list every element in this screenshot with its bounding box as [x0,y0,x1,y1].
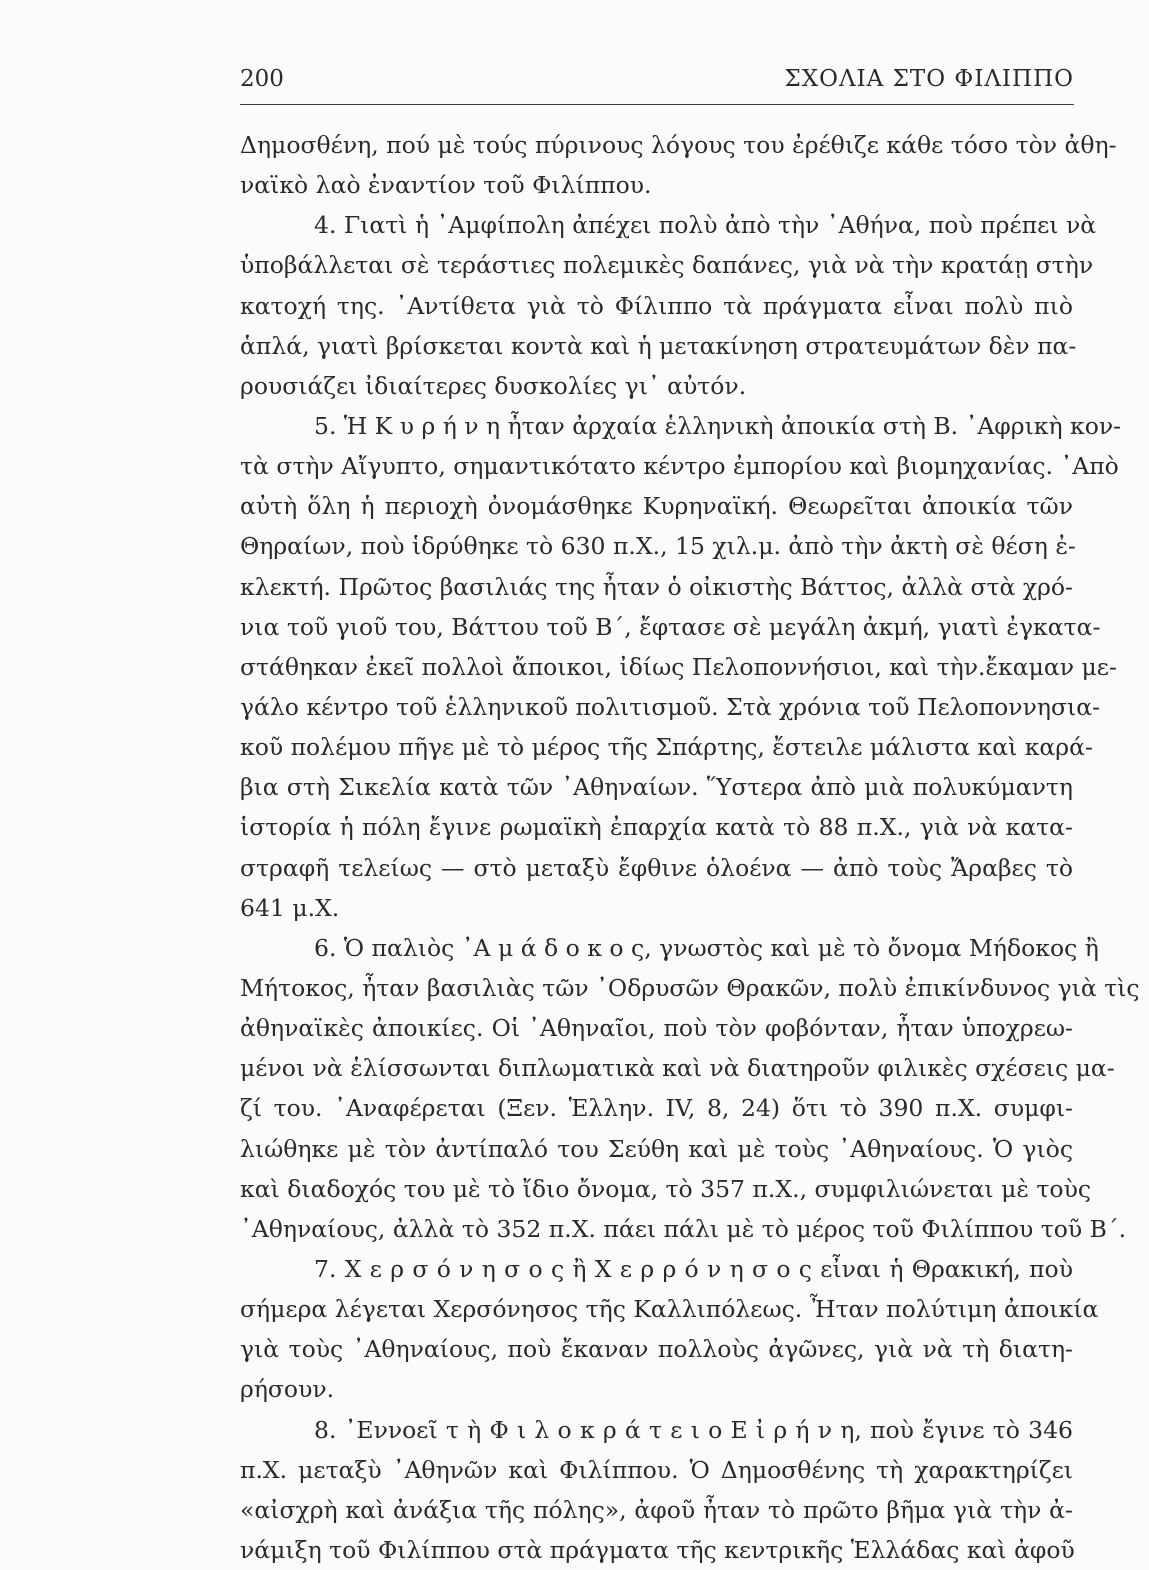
text-line: μένοι νὰ ἑλίσσωνται διπλωματικὰ καὶ νὰ διατηροῦν φιλικὲς σχέσεις μα- [240,1054,1115,1083]
text-line: γιὰ τοὺς ᾿Αθηναίους, ποὺ ἔκαναν πολλοὺς ἀγῶνες, γιὰ νὰ τὴ διατη- [240,1335,1073,1364]
text-line: κοῦ πολέμου πῆγε μὲ τὸ μέρος τῆς Σπάρτης, ἔστειλε μάλιστα καὶ καρά- [240,733,1093,762]
text-line: ἱστορία ἡ πόλη ἔγινε ρωμαϊκὴ ἐπαρχία κατὰ τὸ 88 π.Χ., γιὰ νὰ κατα- [240,813,1073,842]
text-line: νάμιξη τοῦ Φιλίππου στὰ πράγματα τῆς κεντρικῆς Ἑλλάδας καὶ ἀφοῦ [240,1535,1075,1564]
text-line: «αἰσχρὴ καὶ ἀνάξια τῆς πόλης», ἀφοῦ ἦταν τὸ πρῶτο βῆμα γιὰ τὴν ἀ- [240,1495,1073,1524]
text-line: ναϊκὸ λαὸ ἐναντίον τοῦ Φιλίππου. [240,171,652,200]
text-line: τὰ στὴν Αἴγυπτο, σημαντικότατο κέντρο ἐμπορίου καὶ βιομηχανίας. ᾿Απὸ [240,452,1119,481]
text-line: ρουσιάζει ἰδιαίτερες δυσκολίες γι᾿ αὐτόν. [240,371,747,400]
text-line: λιώθηκε μὲ τὸν ἀντίπαλό του Σεύθη καὶ μὲ τοὺς ᾿Αθηναίους. Ὁ γιὸς [240,1134,1073,1163]
running-header [240,64,1074,105]
text-line: Δημοσθένη, πού μὲ τούς πύρινους λόγους του ἐρέθιζε κάθε τόσο τὸν ἀθη- [240,131,1117,159]
text-line: ὑποβάλλεται σὲ τεράστιες πολεμικὲς δαπάνες, γιὰ νὰ τὴν κρατάῃ στὴν [240,251,1094,280]
text-line: γάλο κέντρο τοῦ ἑλληνικοῦ πολιτισμοῦ. Στὰ χρόνια τοῦ Πελοποννησια- [240,692,1101,721]
running-title: ΣΧΟΛΙΑ ΣΤΟ ΦΙΛΙΠΠΟ [784,66,1074,92]
text-line: βια στὴ Σικελία κατὰ τῶν ᾿Αθηναίων. Ὕστερα ἀπὸ μιὰ πολυκύμαντη [240,773,1073,802]
text-line: καὶ διαδοχός του μὲ τὸ ἴδιο ὄνομα, τὸ 357 π.Χ., συμφιλιώνεται μὲ τοὺς [240,1174,1092,1203]
text-line: ζί του. ᾿Αναφέρεται (Ξεν. Ἑλλην. IV, 8, 24) ὅτι τὸ 390 π.Χ. συμφι- [240,1094,1073,1123]
note-7-start: 7. Χ ε ρ σ ό ν η σ ο ς ἢ Χ ε ρ ρ ό ν η σ ο ς εἶναι ἡ Θρακική, ποὺ [314,1254,1073,1283]
page-number: 200 [240,66,284,92]
text-line: ᾿Αθηναίους, ἀλλὰ τὸ 352 π.Χ. πάει πάλι μὲ τὸ μέρος τοῦ Φιλίππου τοῦ Β΄. [240,1214,1127,1243]
note-8-start: 8. ᾿Εννοεῖ τ ὴ Φ ι λ ο κ ρ ά τ ε ι ο Ε ἰ ρ ή ν η, ποὺ ἔγινε τὸ 346 [314,1415,1073,1444]
text-line: σήμερα λέγεται Χερσόνησος τῆς Καλλιπόλεως. Ἦταν πολύτιμη ἀποικία [240,1295,1099,1324]
note-6-start: 6. Ὁ παλιὸς ᾿Α μ ά δ ο κ ο ς, γνωστὸς καὶ μὲ τὸ ὄνομα Μήδοκος ἢ [314,933,1099,962]
text-line: αὐτὴ ὅλη ἡ περιοχὴ ὀνομάσθηκε Κυρηναϊκή. Θεωρεῖται ἀποικία τῶν [240,492,1073,521]
text-line: ἀθηναϊκὲς ἀποικίες. Οἱ ᾿Αθηναῖοι, ποὺ τὸν φοβόνταν, ἦταν ὑποχρεω- [240,1014,1073,1043]
text-line: κλεκτή. Πρῶτος βασιλιάς της ἦταν ὁ οἰκιστὴς Βάττος, ἀλλὰ στὰ χρό- [240,572,1073,601]
text-line: Θηραίων, ποὺ ἱδρύθηκε τὸ 630 π.Χ., 15 χιλ.μ. ἀπὸ τὴν ἀκτὴ σὲ θέση ἐ- [240,532,1076,561]
note-5-start: 5. Ἡ Κ υ ρ ή ν η ἦταν ἀρχαία ἑλληνικὴ ἀποικία στὴ Β. ᾿Αφρικὴ κον- [314,411,1122,440]
text-line: στάθηκαν ἐκεῖ πολλοὶ ἄποικοι, ἰδίως Πελοποννήσιοι, καὶ τὴν.ἔκαμαν με- [240,652,1117,681]
text-line: π.Χ. μεταξὺ ᾿Αθηνῶν καὶ Φιλίππου. Ὁ Δημοσθένης τὴ χαρακτηρίζει [240,1455,1073,1484]
text-line: στραφῆ τελείως — στὸ μεταξὺ ἔφθινε ὁλοένα — ἀπὸ τοὺς Ἄραβες τὸ [240,853,1073,882]
text-line: 641 μ.Χ. [240,893,340,922]
text-line: νια τοῦ γιοῦ του, Βάττου τοῦ Β΄, ἔφτασε σὲ μεγάλη ἀκμή, γιατὶ ἐγκατα- [240,612,1101,641]
text-line: ρήσουν. [240,1375,335,1404]
text-line: κατοχή της. ᾿Αντίθετα γιὰ τὸ Φίλιππο τὰ πράγματα εἶναι πολὺ πιὸ [240,291,1073,320]
body-text [240,125,1140,1570]
text-line: Μήτοκος, ἦταν βασιλιὰς τῶν ᾿Οδρυσῶν Θρακῶν, πολὺ ἐπικίνδυνος γιὰ τὶς [240,973,1140,1002]
note-4-start: 4. Γιατὶ ἡ ᾿Αμφίπολη ἀπέχει πολὺ ἀπὸ τὴν ᾿Αθήνα, ποὺ πρέπει νὰ [314,211,1097,240]
text-line: ἁπλά, γιατὶ βρίσκεται κοντὰ καὶ ἡ μετακίνηση στρατευμάτων δὲν πα- [240,331,1077,360]
